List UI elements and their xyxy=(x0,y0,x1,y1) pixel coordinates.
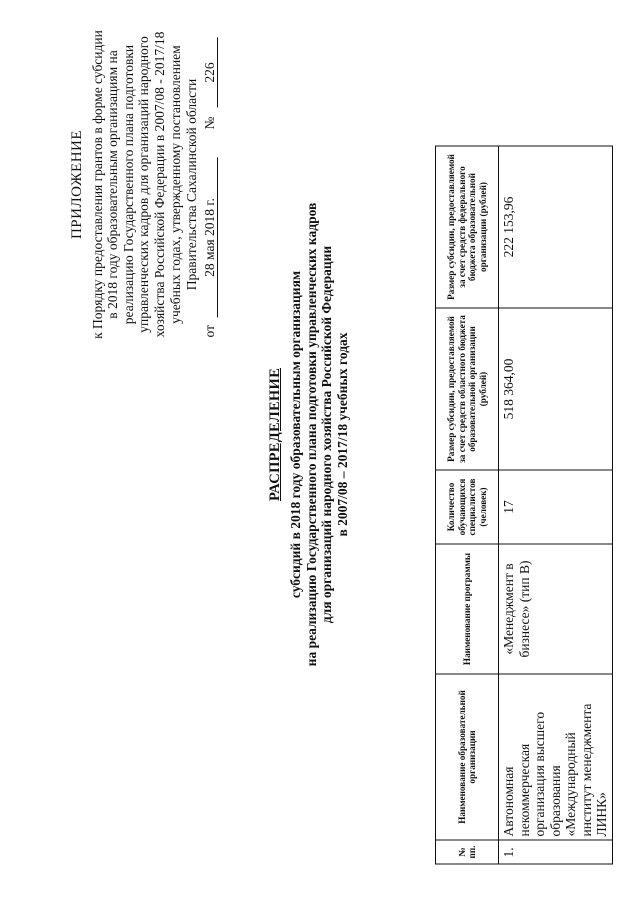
distribution-line: субсидий в 2018 году образовательным организациям xyxy=(287,270,303,599)
distribution-heading: РАСПРЕДЕЛЕНИЕ xyxy=(267,367,283,502)
cell-organization: Автономная некоммерческая организация высшего образования «Международный институт менеджмента ЛИНК» xyxy=(499,674,613,840)
appendix-line: хозяйства Российской Федерации в 2007/08 - 2017/18 xyxy=(151,31,167,338)
header-students: Количество обучающихся специалистов (человек) xyxy=(436,470,499,544)
cell-regional-subsidy: 518 364,00 xyxy=(499,308,613,470)
appendix-header xyxy=(70,30,220,340)
appendix-government-line: Правительства Сахалинской области xyxy=(184,78,200,291)
date-prefix: от xyxy=(201,325,217,338)
header-regional-subsidy: Размер субсидии, предоставляемой за счет средств областного бюджета образовательной организации (рублей) xyxy=(436,308,499,470)
header-program: Наименование программы xyxy=(436,544,499,674)
appendix-line: учебных годах, утвержденному постановлением xyxy=(167,45,183,324)
cell-students: 17 xyxy=(499,470,613,544)
appendix-date-line xyxy=(202,30,220,340)
header-num: № пп. xyxy=(436,840,499,864)
appendix-line: к Порядку предоставления грантов в форме субсидии xyxy=(89,30,105,339)
distribution-line: на реализацию Государственного плана подготовки управленческих кадров xyxy=(303,202,319,667)
appendix-line: в 2018 году образовательным организациям на xyxy=(105,50,121,319)
appendix-title: ПРИЛОЖЕНИЕ xyxy=(69,129,85,240)
distribution-line: в 2007/08 – 2017/18 учебных годах xyxy=(335,332,351,537)
distribution-line: для организаций народного хозяйства Российской Федерации xyxy=(319,245,335,624)
cell-federal-subsidy: 222 153,96 xyxy=(499,146,613,308)
appendix-line: управленческих кадров для организаций народного xyxy=(136,36,152,333)
resolution-number: 226 xyxy=(202,38,219,108)
table-row xyxy=(499,146,613,864)
header-federal-subsidy: Размер субсидии, предоставляемой за счет средств федерального бюджета образовательной организации (рублей) xyxy=(436,146,499,308)
subsidy-table xyxy=(435,146,613,865)
cell-num: 1. xyxy=(499,840,613,864)
resolution-date: 28 мая 2018 г. xyxy=(202,158,219,318)
table-header-row xyxy=(436,146,499,864)
header-organization: Наименование образовательной организации xyxy=(436,674,499,840)
cell-program: «Менеджмент в бизнесе» (тип В) xyxy=(499,544,613,674)
number-prefix: № xyxy=(201,116,217,130)
distribution-title-block xyxy=(268,125,351,745)
appendix-line: реализацию Государственного плана подготовки xyxy=(120,44,136,325)
